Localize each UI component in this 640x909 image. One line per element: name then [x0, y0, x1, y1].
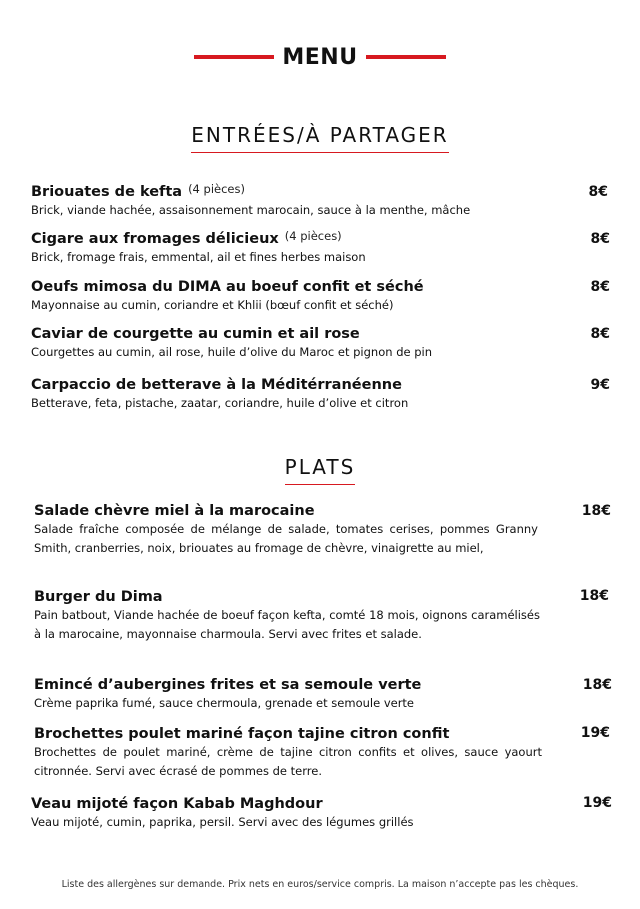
header-rule-right — [366, 55, 446, 59]
section-title-plats-text: PLATS — [285, 455, 356, 485]
menu-item — [34, 725, 542, 781]
item-price: 18€ — [581, 503, 611, 519]
item-name: Emincé d’aubergines frites et sa semoule verte — [34, 677, 422, 693]
section-title-plats — [0, 455, 640, 485]
item-price: 18€ — [582, 677, 612, 693]
item-price: 19€ — [582, 795, 612, 811]
section-title-entrees-text: ENTRÉES/À PARTAGER — [191, 123, 448, 153]
item-description: Brochettes de poulet mariné, crème de tajine citron confits et olives, sauce yaourt citronnée. Servi avec écrasé de pommes de terre. — [34, 745, 542, 778]
item-description: Salade fraîche composée de mélange de salade, tomates cerises, pommes Granny Smith, cranberries, noix, briouates au fromage de chèvre, vinaigrette au miel, — [34, 522, 538, 555]
menu-item — [31, 325, 551, 362]
item-price: 8€ — [590, 279, 610, 295]
item-quantity: (4 pièces) — [188, 182, 245, 196]
item-description: Pain batbout, Viande hachée de boeuf façon kefta, comté 18 mois, oignons caramélisés à la marocaine, mayonnaise charmoula. Servi avec frites et salade. — [34, 608, 540, 641]
item-price: 18€ — [579, 588, 609, 604]
item-price: 8€ — [590, 231, 610, 247]
menu-item — [31, 795, 551, 832]
menu-title: MENU — [282, 44, 358, 70]
item-name: Veau mijoté façon Kabab Maghdour — [31, 796, 323, 812]
item-description: Betterave, feta, pistache, zaatar, coriandre, huile d’olive et citron — [31, 396, 409, 410]
item-name: Salade chèvre miel à la marocaine — [34, 503, 315, 519]
header-rule-left — [194, 55, 274, 59]
item-description: Mayonnaise au cumin, coriandre et Khlii (bœuf confit et séché) — [31, 298, 394, 312]
menu-item — [31, 230, 551, 267]
item-price: 19€ — [580, 725, 610, 741]
item-name: Briouates de kefta $^{(4 pièces)}$ — [31, 182, 245, 200]
item-name: Cigare aux fromages délicieux $^{(4 pièces)}$ — [31, 229, 342, 247]
item-name: Brochettes poulet mariné façon tajine citron confit — [34, 726, 450, 742]
menu-item — [31, 376, 551, 413]
item-name: Carpaccio de betterave à la Méditérranéenne — [31, 377, 402, 393]
item-name: Caviar de courgette au cumin et ail rose — [31, 326, 360, 342]
menu-header — [0, 40, 640, 74]
item-description: Veau mijoté, cumin, paprika, persil. Servi avec des légumes grillés — [31, 815, 414, 829]
item-price: 8€ — [590, 326, 610, 342]
item-description: Brick, fromage frais, emmental, ail et fines herbes maison — [31, 250, 366, 264]
item-price: 8€ — [588, 184, 608, 200]
item-quantity: (4 pièces) — [284, 229, 342, 243]
section-title-entrees — [0, 123, 640, 153]
item-description: Crème paprika fumé, sauce chermoula, grenade et semoule verte — [34, 696, 415, 710]
footer-note: Liste des allergènes sur demande. Prix nets en euros/service compris. La maison n’accepte pas les chèques. — [61, 879, 579, 890]
item-description: Courgettes au cumin, ail rose, huile d’olive du Maroc et pignon de pin — [31, 345, 433, 359]
menu-item — [31, 183, 551, 220]
item-description: Brick, viande hachée, assaisonnement marocain, sauce à la menthe, mâche — [31, 203, 471, 217]
menu-item — [34, 502, 538, 558]
item-name: Burger du Dima — [34, 589, 163, 605]
menu-item — [34, 676, 554, 713]
menu-item — [34, 588, 540, 644]
menu-item — [31, 278, 551, 315]
item-price: 9€ — [590, 377, 610, 393]
item-name: Oeufs mimosa du DIMA au boeuf confit et séché — [31, 279, 424, 295]
